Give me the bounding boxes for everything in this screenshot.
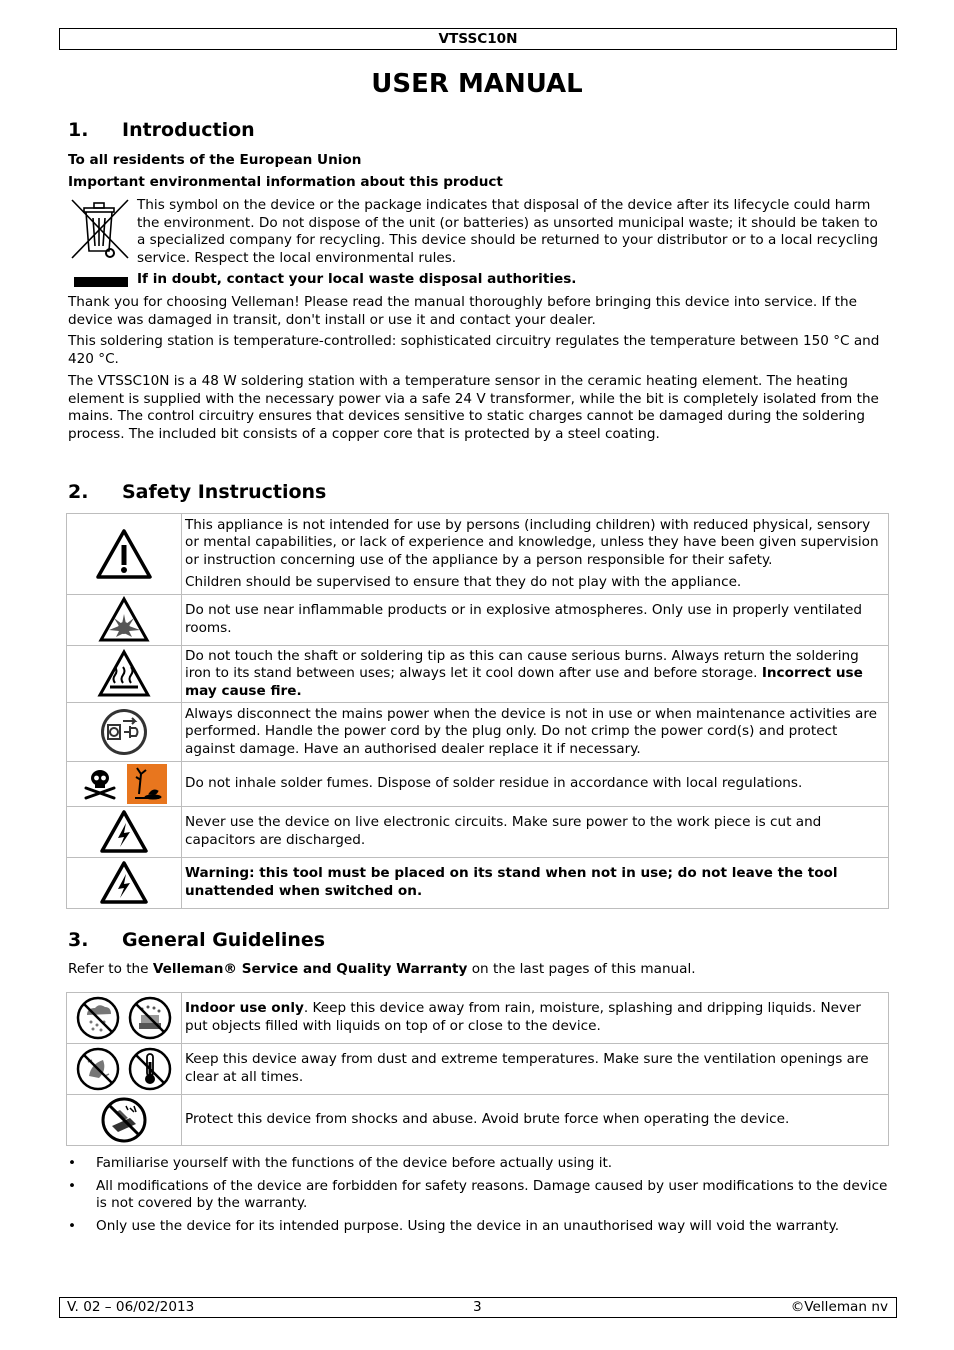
safety-text-flammable: Do not use near inflammable products or in explosive atmospheres. Only use in properly ventilated rooms. — [185, 602, 862, 636]
eu-residents-heading: To all residents of the European Union — [68, 152, 362, 168]
page-header — [59, 28, 897, 50]
guideline-row — [67, 993, 889, 1044]
section-heading-general: 3. General Guidelines — [68, 929, 326, 951]
safety-text-burns: Do not touch the shaft or soldering tip as this can cause serious burns. Always return the soldering iron to its stand between uses; always let it cool down after use and before storage. Incorrect use may cause fire. — [185, 647, 863, 699]
explosive-icon — [67, 595, 182, 646]
page-title: USER MANUAL — [371, 69, 583, 99]
footer-version: V. 02 – 06/02/2013 — [67, 1299, 195, 1315]
disconnect-plug-icon — [67, 703, 182, 762]
no-dust-icon — [75, 1046, 121, 1092]
safety-row — [67, 703, 889, 762]
footer-copyright: ©Velleman nv — [790, 1299, 888, 1315]
footer-page-number: 3 — [473, 1299, 482, 1315]
guideline-text-indoor: Indoor use only. Keep this device away from rain, moisture, splashing and dripping liquids. Never put objects filled with liquids on top of or close to the device. — [185, 1000, 862, 1034]
safety-row — [67, 858, 889, 909]
intro-paragraph-3: The VTSSC10N is a 48 W soldering station with a temperature sensor in the ceramic heating element. The heating element is supplied with the necessary power via a safe 24 V transformer, while the bit is completely isolated from the mains. The control circuitry ensures that devices sensitive to static charges cannot be damaged during the soldering process. The included bit consists of a copper core that is protected by a steel coating. — [68, 373, 879, 442]
safety-text-fumes: Do not inhale solder fumes. Dispose of solder residue in accordance with local regulations. — [185, 775, 803, 792]
no-temperature-icon — [127, 1046, 173, 1092]
model-name: VTSSC10N — [438, 31, 518, 47]
waste-disposal-note: If in doubt, contact your local waste disposal authorities. — [137, 271, 577, 287]
safety-text-stand-warning: Warning: this tool must be placed on its stand when not in use; do not leave the tool unattended when switched on. — [185, 865, 838, 899]
safety-text-children: Children should be supervised to ensure that they do not play with the appliance. — [185, 573, 742, 590]
safety-text-live-circuits: Never use the device on live electronic circuits. Make sure power to the work piece is cut and capacitors are discharged. — [185, 814, 822, 848]
safety-row — [67, 807, 889, 858]
high-voltage-icon — [67, 807, 182, 858]
warning-exclamation-icon — [67, 514, 182, 595]
environment-hazard-icon — [127, 764, 167, 804]
page-footer — [59, 1297, 897, 1318]
list-item: • All modifications of the device are forbidden for safety reasons. Damage caused by user modifications to the device is not covered by the warranty. — [68, 1177, 888, 1212]
guideline-row — [67, 1095, 889, 1146]
section-heading-safety: 2. Safety Instructions — [68, 481, 327, 503]
guideline-text-dust: Keep this device away from dust and extreme temperatures. Make sure the ventilation openings are clear at all times. — [185, 1051, 869, 1085]
safety-text-disconnect: Always disconnect the mains power when the device is not in use or when maintenance activities are performed. Handle the power cord by the plug only. Do not crimp the power cord(s) and protect against damage. Have an authorised dealer replace it if necessary. — [185, 705, 878, 757]
no-rain-icon — [75, 995, 121, 1041]
weee-bar — [74, 277, 128, 287]
indoor-icons-cell — [67, 993, 182, 1044]
safety-row — [67, 646, 889, 703]
guidelines-list — [68, 1155, 888, 1235]
section-heading-introduction: 1. Introduction — [68, 119, 255, 141]
weee-bin-icon — [68, 196, 132, 262]
safety-table — [66, 513, 889, 909]
intro-paragraph-1: Thank you for choosing Velleman! Please read the manual thoroughly before bringing this device into service. If the device was damaged in transit, don't install or use it and contact your dealer. — [68, 294, 857, 328]
guideline-row — [67, 1044, 889, 1095]
high-voltage-icon — [67, 858, 182, 909]
intro-paragraph-2: This soldering station is temperature-controlled: sophisticated circuitry regulates the temperature between 150 °C and 420 °C. — [68, 333, 880, 367]
safety-row — [67, 595, 889, 646]
safety-text-supervision: This appliance is not intended for use by persons (including children) with reduced physical, sensory or mental capabilities, or lack of experience and knowledge, unless they have been given supervision or instruction concerning use of the appliance by a person responsible for their safety. — [185, 516, 879, 568]
weee-text: This symbol on the device or the package indicates that disposal of the device after its lifecycle could harm the environment. Do not dispose of the unit (or batteries) as unsorted municipal waste; it should be taken to a specialized company for recycling. This device should be returned to your distributor or to a local recycling service. Respect the local environmental rules. — [137, 197, 879, 266]
env-info-heading: Important environmental information about this product — [68, 174, 503, 190]
warranty-reference: Refer to the Velleman® Service and Quality Warranty on the last pages of this manual. — [68, 961, 696, 977]
safety-row — [67, 514, 889, 595]
list-item: • Only use the device for its intended purpose. Using the device in an unauthorised way will void the warranty. — [68, 1217, 840, 1234]
safety-row — [67, 762, 889, 807]
toxic-icons-cell — [67, 762, 182, 807]
guidelines-table — [66, 992, 889, 1146]
dust-temp-icons-cell — [67, 1044, 182, 1095]
no-shock-icon — [67, 1095, 182, 1146]
hot-surface-icon — [67, 646, 182, 703]
no-splash-icon — [127, 995, 173, 1041]
list-item: • Familiarise yourself with the functions of the device before actually using it. — [68, 1155, 613, 1171]
guideline-text-shocks: Protect this device from shocks and abuse. Avoid brute force when operating the device. — [185, 1111, 790, 1128]
skull-toxic-icon — [81, 764, 119, 804]
